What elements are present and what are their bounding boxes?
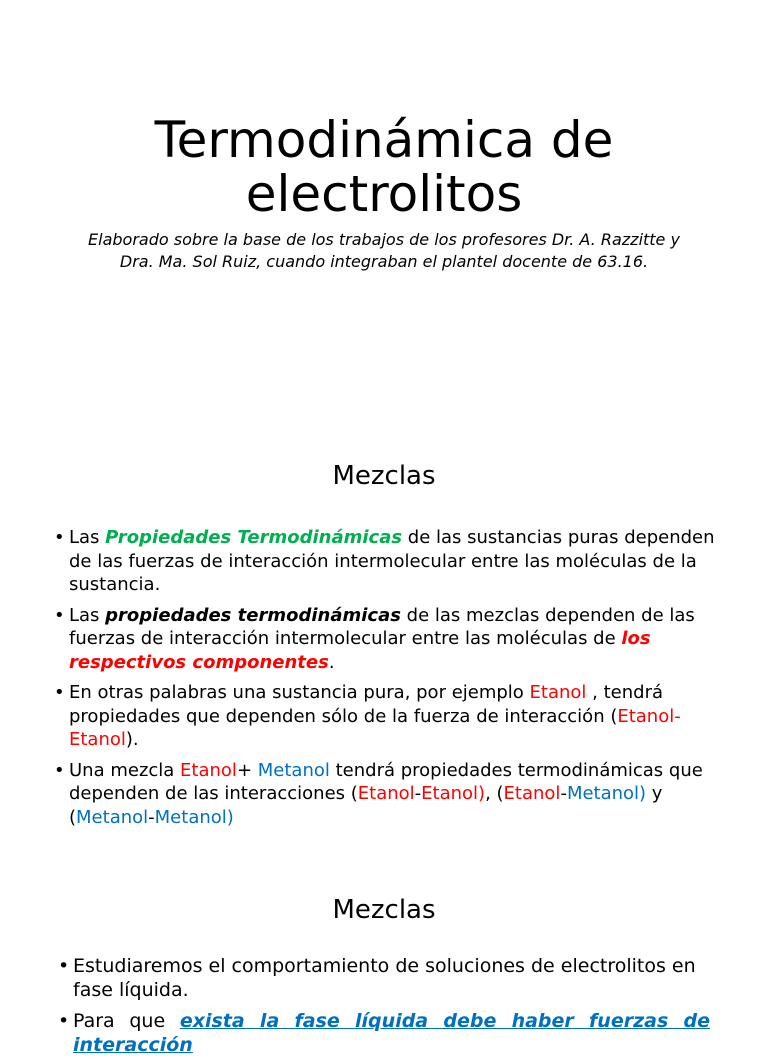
slide-subtitle-line-2: Dra. Ma. Sol Ruiz, cuando integraban el plantel docente de 63.16. bbox=[119, 252, 649, 271]
slide-title-line-1: Termodinámica de bbox=[154, 111, 614, 169]
slide-subtitle-line-1: Elaborado sobre la base de los trabajos de los profesores Dr. A. Razzitte y bbox=[88, 230, 680, 249]
bullet-mezcla-etanol-metanol: • Una mezcla Etanol+ Metanol tendrá propiedades termodinámicas que dependen de las interacciones (Etanol-Etanol), (Etanol-Metanol) y (Metanol-Metanol) bbox=[0, 759, 768, 830]
blue-underlined-emphasis: exista la fase líquida debe haber fuerzas de interacción bbox=[73, 1010, 710, 1056]
title-slide bbox=[0, 0, 768, 300]
red-emphasis: los respectivos componentes bbox=[69, 628, 651, 673]
slide-title-line-2: electrolitos bbox=[245, 165, 523, 223]
mezclas-heading-1: Mezclas bbox=[332, 461, 436, 491]
bullet-propiedades-sustancias-puras: • Las Propiedades Termodinámicas de las sustancias puras dependen de las fuerzas de interacción intermolecular entre las moléculas de la sustancia. bbox=[0, 526, 768, 597]
mezclas-bullet-list-2 bbox=[0, 954, 768, 1064]
green-emphasis: Propiedades Termodinámicas bbox=[105, 527, 403, 548]
bold-emphasis: propiedades termodinámicas bbox=[105, 604, 401, 626]
mezclas-heading-2: Mezclas bbox=[332, 895, 436, 925]
slide-subtitle bbox=[60, 229, 708, 273]
bullet-estudiaremos: • Estudiaremos el comportamiento de soluciones de electrolitos en fase líquida. bbox=[0, 954, 768, 1002]
bullet-fase-liquida: • Para que exista la fase líquida debe haber fuerzas de interacción bbox=[0, 1009, 768, 1057]
bullet-propiedades-mezclas: • Las propiedades termodinámicas de las mezclas dependen de las fuerzas de interacción intermolecular entre las moléculas de los respectivos componentes. bbox=[0, 604, 768, 675]
mezclas-bullet-list-1 bbox=[0, 526, 768, 836]
slide-title bbox=[40, 113, 728, 221]
bullet-sustancia-pura: • En otras palabras una sustancia pura, por ejemplo Etanol , tendrá propiedades que dependen sólo de la fuerza de interacción (Etanol-Etanol). bbox=[0, 681, 768, 752]
